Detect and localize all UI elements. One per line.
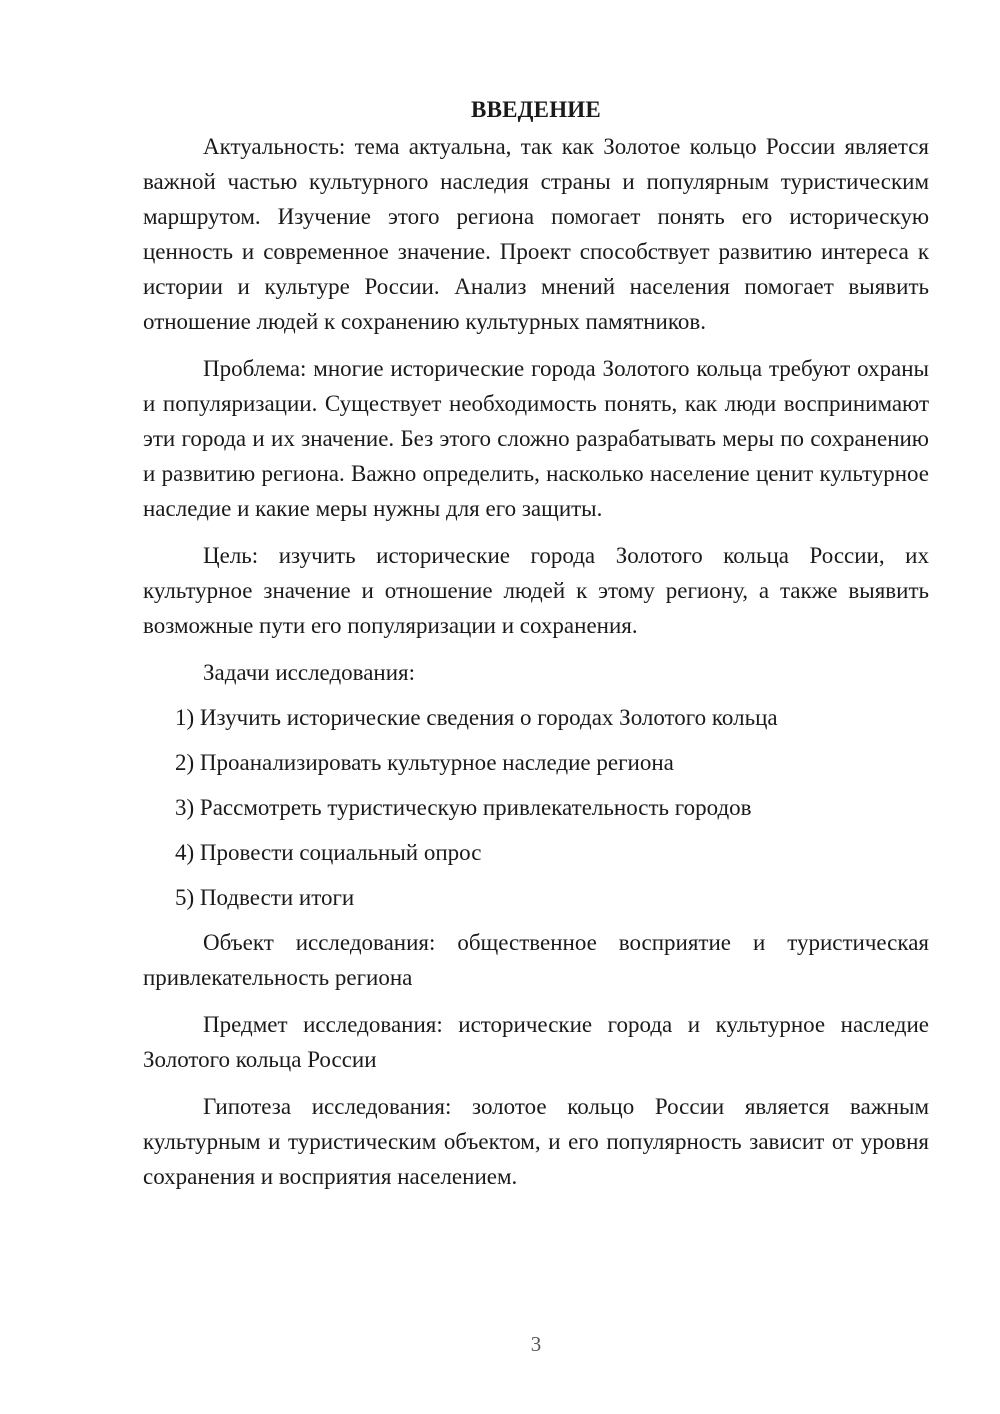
- hypothesis-paragraph: Гипотеза исследования: золотое кольцо России является важным культурным и туристическим объектом, и его популярность зависит от уровня сохранения и восприятия населением.: [143, 1094, 929, 1189]
- page-number: 3: [530, 1332, 542, 1356]
- tasks-list: [143, 700, 929, 915]
- object-paragraph: Объект исследования: общественное восприятие и туристическая привлекательность региона: [143, 930, 929, 990]
- task-item: 3) Рассмотреть туристическую привлекательность городов: [175, 795, 752, 820]
- subject-paragraph: Предмет исследования: исторические города и культурное наследие Золотого кольца России: [143, 1012, 929, 1072]
- page-title: ВВЕДЕНИЕ: [471, 97, 601, 122]
- task-item: 2) Проанализировать культурное наследие региона: [175, 750, 674, 775]
- goal-paragraph: Цель: изучить исторические города Золотого кольца России, их культурное значение и отношение людей к этому региону, а также выявить возможные пути его популяризации и сохранения.: [143, 543, 929, 638]
- relevance-paragraph: Актуальность: тема актуальна, так как Золотое кольцо России является важной частью культурного наследия страны и популярным туристическим маршрутом. Изучение этого региона помогает понять его историческую ценность и современное значение. Проект способствует развитию интереса к истории и культуре России. Анализ мнений населения помогает выявить отношение людей к сохранению культурных памятников.: [143, 134, 929, 334]
- task-item: 4) Провести социальный опрос: [175, 840, 482, 865]
- problem-paragraph: Проблема: многие исторические города Золотого кольца требуют охраны и популяризации. Существует необходимость понять, как люди воспринимают эти города и их значение. Без этого сложно разрабатывать меры по сохранению и развитию региона. Важно определить, насколько население ценит культурное наследие и какие меры нужны для его защиты.: [143, 356, 929, 521]
- document-page: [143, 92, 929, 1206]
- tasks-heading: Задачи исследования:: [203, 660, 416, 685]
- task-item: 5) Подвести итоги: [175, 885, 355, 910]
- task-item: 1) Изучить исторические сведения о городах Золотого кольца: [175, 705, 778, 730]
